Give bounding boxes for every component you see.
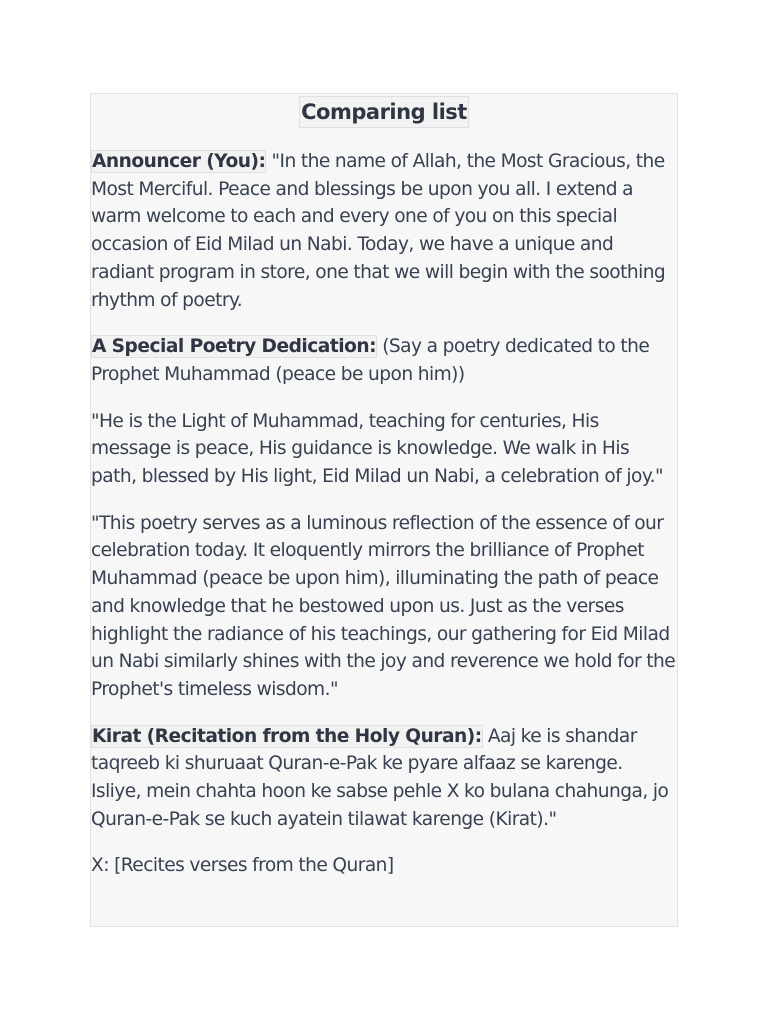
- paragraph-label: Kirat (Recitation from the Holy Quran):: [92, 725, 482, 747]
- document-page: [90, 93, 678, 927]
- paragraph-label: A Special Poetry Dedication:: [92, 336, 377, 358]
- paragraph-text: "In the name of Allah, the Most Gracious, the Most Merciful. Peace and blessings be upon you all. I extend a warm welcome to each and every one of you on this special occasion of Eid Milad un Nabi. Today, we have a unique and radiant program in store, one that we will begin with the soothing rhythm of poetry.: [91, 151, 666, 311]
- document-title: Comparing list: [299, 96, 469, 128]
- paragraph-text: "He is the Light of Muhammad, teaching for centuries, His message is peace, His guidance is knowledge. We walk in His path, blessed by His light, Eid Milad un Nabi, a celebration of joy.": [91, 410, 663, 488]
- paragraph-poetry-dedication: [91, 333, 677, 388]
- title-row: [91, 96, 677, 128]
- paragraph-announcer: [91, 148, 677, 314]
- paragraph-kirat: [91, 723, 677, 834]
- paragraph-label: Announcer (You):: [92, 151, 266, 172]
- paragraph-text: Aaj ke is shandar taqreeb ki shuruaat Quran-e-Pak ke pyare alfaaz se karenge. Isliye, mein chahta hoon ke sabse pehle X ko bulana chahunga, jo Quran-e-Pak se kuch ayatein tilawat karenge (Kirat).": [91, 725, 669, 830]
- paragraph-text: X: [Recites verses from the Quran]: [91, 855, 394, 877]
- paragraph-text: "This poetry serves as a luminous reflection of the essence of our celebration today. It eloquently mirrors the brilliance of Prophet Muhammad (peace be upon him), illuminating the path of peace and knowledge that he bestowed upon us. Just as the verses highlight the radiance of his teachings, our gathering for Eid Milad un Nabi similarly shines with the joy and reverence we hold for the Prophet's timeless wisdom.": [91, 512, 676, 700]
- paragraph-recitation: [91, 852, 677, 880]
- paragraph-text: (Say a poetry dedicated to the Prophet Muhammad (peace be upon him)): [91, 336, 650, 385]
- paragraph-reflection: [91, 510, 677, 704]
- paragraph-poem: [91, 408, 677, 491]
